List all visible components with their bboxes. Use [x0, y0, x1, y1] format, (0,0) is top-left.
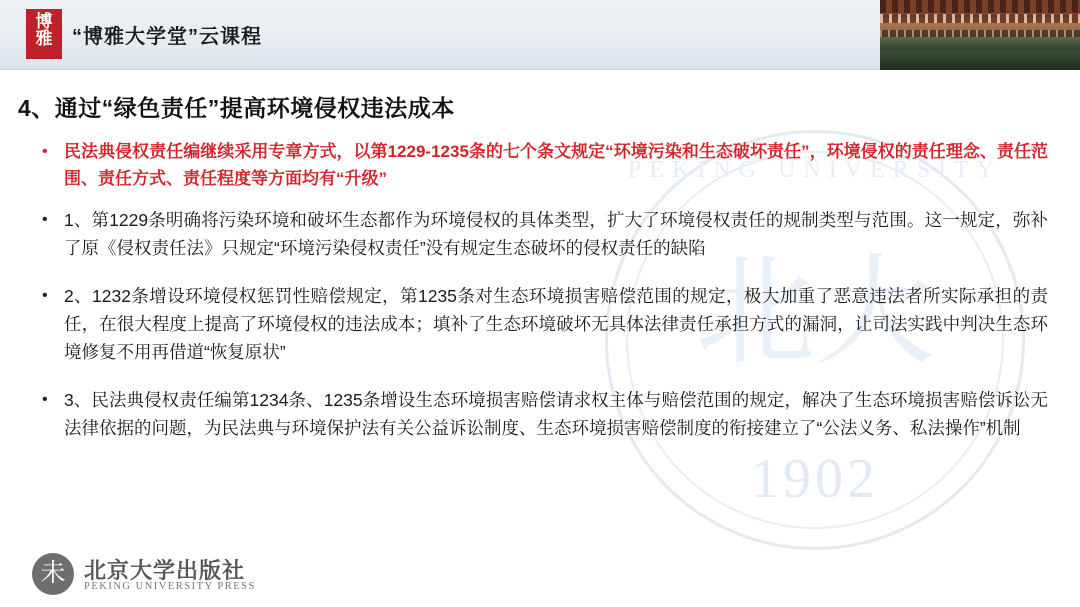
bullet-text: 2、1232条增设环境侵权惩罚性赔偿规定，第1235条对生态环境损害赔偿范围的规定，极大加重了恶意违法者所实际承担的责任，在很大程度上提高了环境侵权的违法成本；填补了生态环境破坏无具体法律责任承担方式的漏洞，让司法实践中判决生态环境修复不用再借道“恢复原状” — [64, 286, 1048, 362]
slide-header — [0, 0, 1080, 70]
bullet-marker-icon: • — [42, 211, 48, 228]
bullet-text: 民法典侵权责任编继续采用专章方式，以第1229-1235条的七个条文规定“环境污染和生态破坏责任”，环境侵权的责任理念、责任范围、责任方式、责任程度等方面均有“升级” — [64, 142, 1048, 188]
publisher-name-en: PEKING UNIVERSITY PRESS — [84, 581, 256, 592]
publisher-logo-icon: 未 — [32, 553, 74, 595]
boya-logo-icon — [26, 9, 62, 59]
list-item — [36, 282, 1048, 366]
page-title: 4、通过“绿色责任”提高环境侵权违法成本 — [18, 95, 455, 121]
list-item — [36, 386, 1048, 442]
photo-rail-detail — [880, 14, 1080, 23]
bullet-text: 3、民法典侵权责任编第1234条、1235条增设生态环境损害赔偿请求权主体与赔偿范围的规定，解决了生态环境损害赔偿诉讼无法律依据的问题，为民法典与环境保护法有关公益诉讼制度、生态环境损害赔偿制度的衔接建立了“公法义务、私法操作”机制 — [64, 390, 1048, 438]
logo-char-2: 雅 — [35, 29, 53, 48]
publisher-name-cn: 北京大学出版社 — [84, 558, 246, 583]
bullet-list — [36, 138, 1048, 462]
seal-arc-text: PEKING UNIVERSITY — [628, 157, 1002, 183]
seal-center-text: 北大 — [695, 246, 935, 379]
seal-year: 1902 — [751, 448, 879, 510]
bullet-marker-icon: • — [42, 287, 48, 304]
palace-roof-photo — [880, 0, 1080, 70]
bullet-marker-icon: • — [42, 391, 48, 408]
slide-footer — [0, 549, 1080, 607]
logo-char-1: 博 — [35, 12, 53, 31]
course-brand-title: “博雅大学堂”云课程 — [72, 26, 262, 48]
photo-eave-detail — [880, 0, 1080, 13]
bullet-text: 1、第1229条明确将污染环境和破坏生态都作为环境侵权的具体类型，扩大了环境侵权责任的规制类型与范围。这一规定，弥补了原《侵权责任法》只规定“环境污染侵权责任”没有规定生态破坏的侵权责任的缺陷 — [64, 210, 1048, 258]
photo-rail-detail-2 — [880, 30, 1080, 37]
list-item — [36, 138, 1048, 192]
slide-content — [0, 70, 1080, 550]
photo-base-detail — [880, 50, 1080, 70]
bullet-marker-icon: • — [42, 143, 48, 160]
list-item — [36, 206, 1048, 262]
